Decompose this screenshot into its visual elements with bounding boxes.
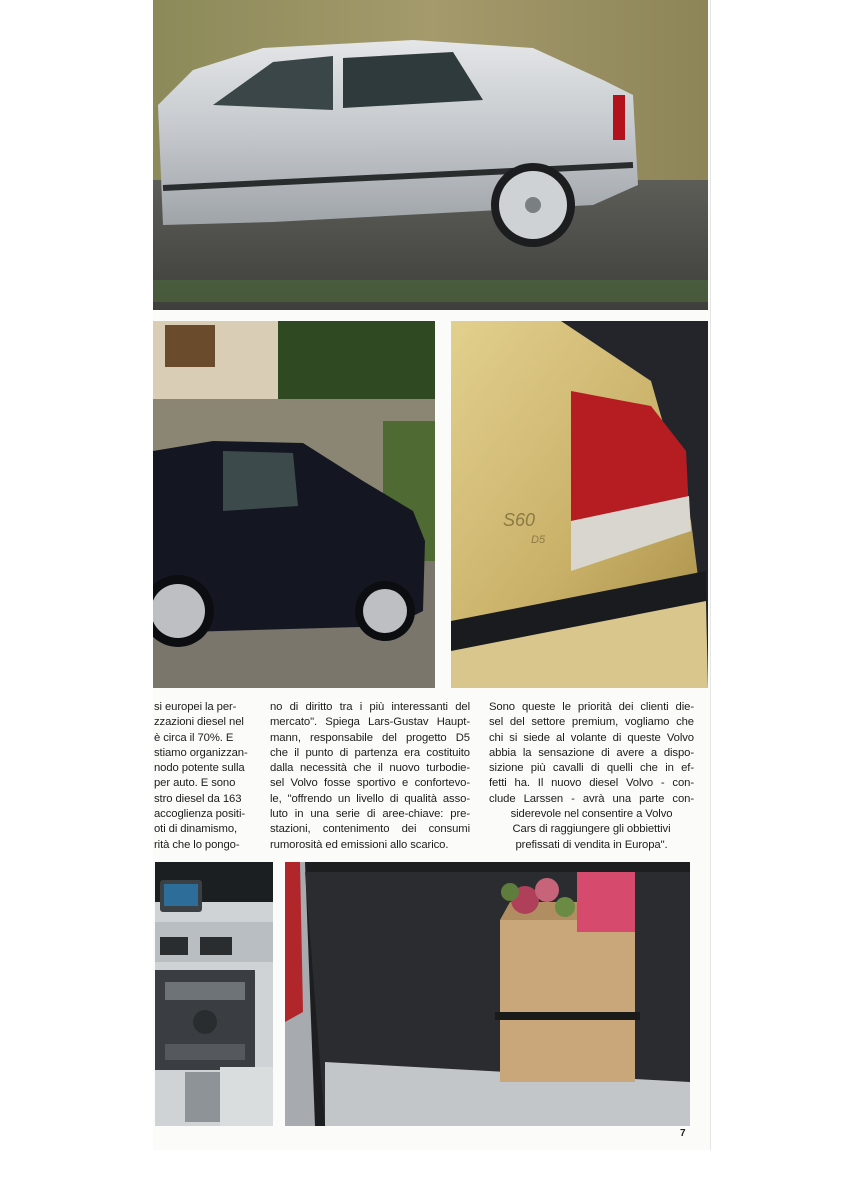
article-line: abbia la sensazione di avere a dispo- [489, 746, 694, 759]
photo-trunk-shopping-bag [285, 862, 690, 1126]
article-line: clude Larssen - avrà una parte con- [489, 792, 694, 805]
article-column-1 [154, 700, 254, 853]
article-line: Sono queste le priorità dei clienti die- [489, 701, 694, 713]
article-line: che il punto di partenza era costituito [270, 746, 470, 759]
article-line: prefissati di vendita in Europa". [515, 838, 668, 851]
article-line: accoglienza positi- [154, 808, 246, 821]
badge-model: S60 [503, 510, 536, 530]
article-line: oti di dinamismo, [154, 823, 238, 836]
article-line: dalla necessità che il nuovo turbodie- [270, 762, 470, 775]
article-line: sel Volvo fosse sportivo e confortevo- [270, 777, 470, 790]
article-line: Cars di raggiungere gli obbiettivi [512, 823, 671, 836]
article-line: nodo potente sulla [154, 762, 245, 775]
article-line: sel del settore premium, vogliamo che [489, 716, 694, 729]
article-line: siderevole nel consentire a Volvo [510, 808, 673, 821]
article-line: fetti ha. Il nuovo diesel Volvo - con- [489, 777, 694, 790]
photo-gold-rear-badge [451, 321, 708, 688]
article-line: luto in una serie di aree-chiave: pre- [270, 808, 470, 821]
article-line: rumorosità ed emissioni allo scarico. [270, 838, 449, 851]
article-line: stro diesel da 163 [154, 792, 242, 805]
article-column-2 [270, 700, 470, 853]
page-number: 7 [680, 1128, 686, 1139]
article-line: sizione più cavalli di quelli che in ef- [489, 762, 694, 775]
article-line: mercato". Spiega Lars-Gustav Haupt- [270, 716, 470, 729]
article-line: mann, responsabile del progetto D5 [270, 731, 470, 744]
photo-black-sedan [153, 321, 435, 688]
badge-variant: D5 [531, 534, 546, 546]
photo-silver-sedan [153, 0, 708, 310]
article-line: stazioni, contenimento dei consumi [270, 823, 470, 836]
article-line: per auto. E sono [154, 777, 236, 790]
article-line: chi si siede al volante di queste Volvo [489, 731, 694, 744]
article-line: rità che lo pongo- [154, 838, 240, 851]
article-line: no di diritto tra i più interessanti del [270, 701, 470, 713]
photo-dashboard-console [155, 862, 273, 1126]
article-column-3 [489, 700, 694, 853]
article-line: stiamo organizzan- [154, 746, 248, 759]
article-line: si europei la per- [154, 701, 237, 713]
article-line: zzazioni diesel nel [154, 716, 244, 729]
article-line: è circa il 70%. E [154, 731, 234, 744]
article-line: le, "offrendo un livello di qualità asso- [270, 792, 470, 805]
